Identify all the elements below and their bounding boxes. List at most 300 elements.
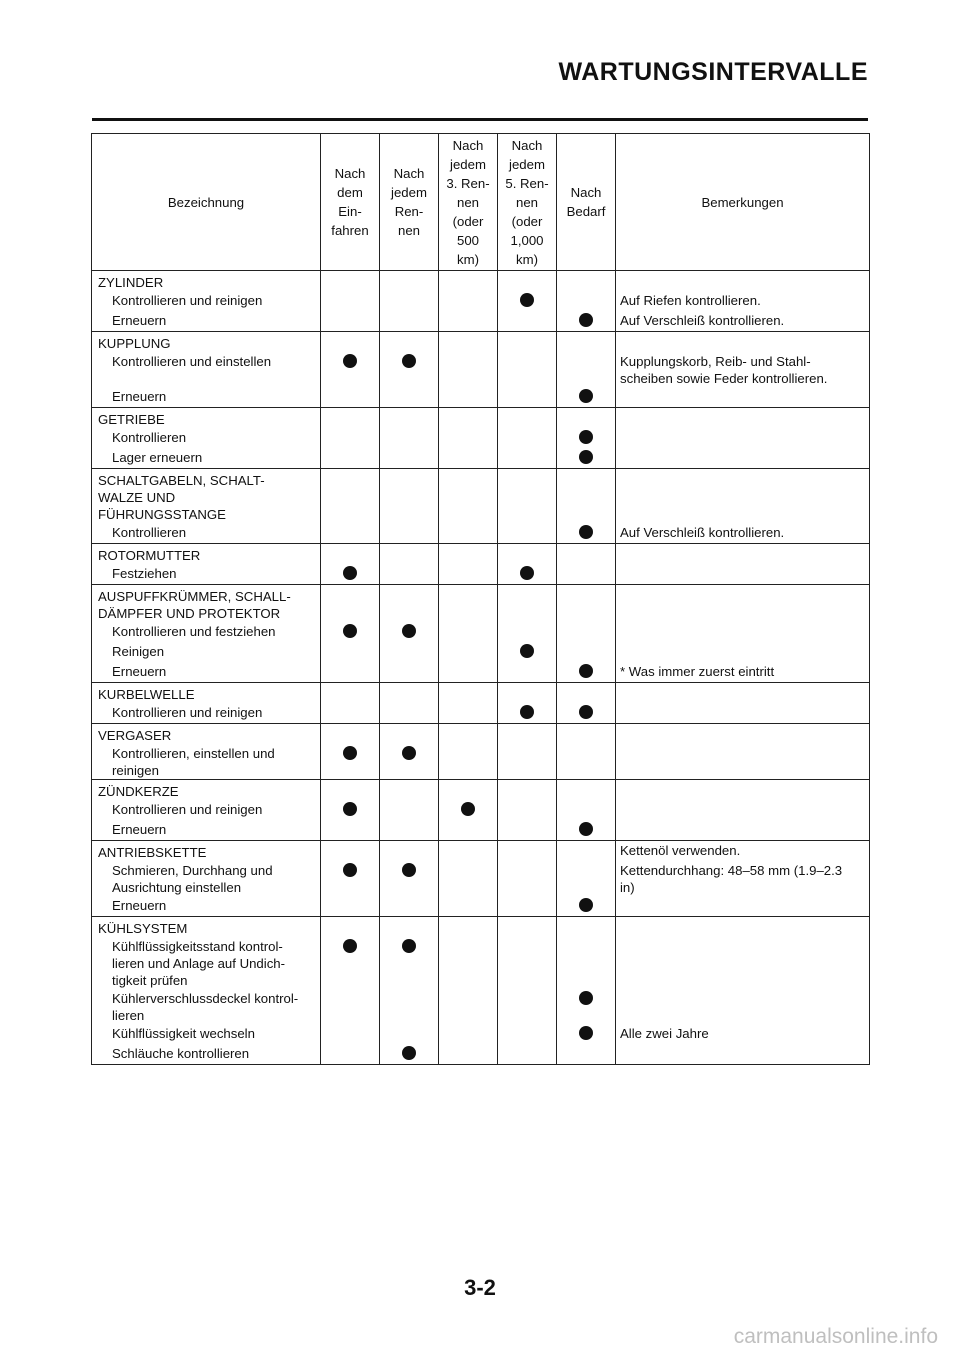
task-label-text: Kontrollieren (112, 430, 187, 445)
remark-cell (616, 585, 870, 623)
section-title-text: ANTRIEBSKETTE (98, 845, 207, 860)
mark-cell-filled (321, 800, 380, 820)
interval-dot-icon (579, 430, 593, 444)
section-title-text: KÜHLSYSTEM (98, 921, 188, 936)
remark-cell (616, 291, 870, 311)
section-title-row (92, 841, 870, 862)
remark-cell (616, 469, 870, 524)
mark-cell (321, 311, 380, 332)
mark-cell (557, 861, 616, 896)
remark-cell (616, 544, 870, 565)
mark-cell (498, 523, 557, 544)
remark-cell-text: Auf Verschleiß kontrollieren. (620, 313, 785, 328)
mark-cell (557, 544, 616, 565)
section-title (92, 780, 321, 801)
section-title-text: KURBELWELLE (98, 687, 195, 702)
mark-cell (439, 387, 498, 408)
interval-dot-icon (579, 822, 593, 836)
mark-cell (557, 744, 616, 780)
table-row (92, 311, 870, 332)
mark-cell (557, 564, 616, 585)
task-label-text: Lager erneuern (112, 450, 203, 465)
table-row (92, 861, 870, 896)
mark-cell (498, 428, 557, 448)
remark-cell (616, 622, 870, 642)
task-label (92, 428, 321, 448)
mark-cell-filled (498, 291, 557, 311)
watermark: carmanualsonline.info (733, 1325, 938, 1348)
interval-dot-icon (579, 991, 593, 1005)
mark-cell (380, 544, 439, 565)
mark-cell (439, 408, 498, 429)
mark-cell (321, 585, 380, 623)
interval-dot-icon (343, 566, 357, 580)
section-title (92, 841, 321, 862)
mark-cell (439, 662, 498, 683)
header-every-5-races: Nach jedem 5. Ren- nen (oder 1,000 km) (498, 134, 557, 271)
mark-cell (321, 703, 380, 724)
interval-dot-icon (402, 746, 416, 760)
mark-cell (439, 642, 498, 662)
section-title-row (92, 271, 870, 292)
table-row (92, 523, 870, 544)
interval-dot-icon (343, 624, 357, 638)
mark-cell (439, 585, 498, 623)
table-row (92, 1044, 870, 1065)
table-row (92, 800, 870, 820)
table-row (92, 291, 870, 311)
mark-cell (321, 523, 380, 544)
table-row (92, 662, 870, 683)
mark-cell (439, 861, 498, 896)
remark-cell (616, 448, 870, 469)
interval-dot-icon (520, 644, 534, 658)
mark-cell (498, 917, 557, 938)
section-title (92, 544, 321, 565)
mark-cell (321, 1024, 380, 1044)
remark-cell-text: Alle zwei Jahre (620, 1026, 709, 1041)
mark-cell (380, 989, 439, 1024)
task-label (92, 448, 321, 469)
mark-cell (498, 744, 557, 780)
mark-cell (498, 683, 557, 704)
mark-cell (380, 291, 439, 311)
maintenance-schedule-table (91, 133, 870, 1065)
remark-cell-text: * Was immer zuerst eintritt (620, 664, 775, 679)
interval-dot-icon (520, 566, 534, 580)
mark-cell (439, 724, 498, 745)
mark-cell (380, 448, 439, 469)
mark-cell (439, 1044, 498, 1065)
mark-cell (498, 448, 557, 469)
section-title (92, 585, 321, 623)
mark-cell (557, 780, 616, 801)
section-title (92, 332, 321, 353)
mark-cell-filled (498, 703, 557, 724)
section-title-row (92, 585, 870, 623)
mark-cell-filled (380, 937, 439, 989)
mark-cell (380, 564, 439, 585)
section-title (92, 917, 321, 938)
interval-dot-icon (579, 389, 593, 403)
section-title-row (92, 683, 870, 704)
task-label (92, 622, 321, 642)
mark-cell-filled (321, 564, 380, 585)
mark-cell (498, 352, 557, 387)
mark-cell (439, 744, 498, 780)
interval-dot-icon (402, 624, 416, 638)
mark-cell (439, 780, 498, 801)
remark-cell (616, 841, 870, 862)
task-label (92, 744, 321, 780)
mark-cell (380, 896, 439, 917)
mark-cell-filled (321, 861, 380, 896)
mark-cell (321, 332, 380, 353)
mark-cell (439, 271, 498, 292)
mark-cell (557, 917, 616, 938)
mark-cell-filled (380, 744, 439, 780)
mark-cell (321, 820, 380, 841)
interval-dot-icon (461, 802, 475, 816)
interval-dot-icon (343, 939, 357, 953)
mark-cell (557, 683, 616, 704)
mark-cell (557, 937, 616, 989)
mark-cell (439, 448, 498, 469)
remark-cell (616, 896, 870, 917)
mark-cell-filled (557, 820, 616, 841)
mark-cell (439, 332, 498, 353)
mark-cell (321, 469, 380, 524)
mark-cell (557, 352, 616, 387)
interval-dot-icon (343, 802, 357, 816)
table-row (92, 896, 870, 917)
mark-cell (439, 937, 498, 989)
interval-dot-icon (343, 863, 357, 877)
section-title-text: ZÜNDKERZE (98, 784, 179, 799)
section-title-row (92, 917, 870, 938)
table-row (92, 564, 870, 585)
mark-cell (380, 820, 439, 841)
section-title (92, 724, 321, 745)
mark-cell (557, 724, 616, 745)
task-label-text: Schläuche kontrollieren (112, 1046, 250, 1061)
mark-cell (557, 408, 616, 429)
remark-cell (616, 989, 870, 1024)
interval-dot-icon (579, 1026, 593, 1040)
mark-cell (439, 989, 498, 1024)
task-label-text: Kontrollieren und reinigen (112, 802, 263, 817)
mark-cell-filled (321, 352, 380, 387)
table-row (92, 937, 870, 989)
mark-cell-filled (557, 523, 616, 544)
task-label-text: Festziehen (112, 566, 177, 581)
mark-cell (498, 861, 557, 896)
mark-cell (439, 703, 498, 724)
mark-cell (321, 271, 380, 292)
mark-cell-filled (380, 1044, 439, 1065)
table-row (92, 387, 870, 408)
mark-cell-filled (498, 564, 557, 585)
remark-cell-text: Auf Riefen kontrollieren. (620, 293, 761, 308)
mark-cell (439, 841, 498, 862)
mark-cell (498, 271, 557, 292)
task-label (92, 523, 321, 544)
mark-cell-filled (380, 861, 439, 896)
mark-cell (439, 820, 498, 841)
mark-cell (321, 387, 380, 408)
section-title-row (92, 544, 870, 565)
interval-dot-icon (402, 939, 416, 953)
title-rule (92, 118, 868, 121)
mark-cell-filled (380, 622, 439, 642)
mark-cell (498, 841, 557, 862)
mark-cell (380, 387, 439, 408)
mark-cell (321, 841, 380, 862)
task-label (92, 1044, 321, 1065)
mark-cell (498, 800, 557, 820)
interval-dot-icon (579, 898, 593, 912)
mark-cell (498, 585, 557, 623)
remark-cell (616, 780, 870, 801)
mark-cell (321, 1044, 380, 1065)
mark-cell (498, 1044, 557, 1065)
mark-cell (557, 469, 616, 524)
page-number: 3-2 (464, 1275, 496, 1300)
task-label (92, 662, 321, 683)
interval-dot-icon (579, 450, 593, 464)
mark-cell-filled (321, 622, 380, 642)
task-label-text: Kontrollieren und reinigen (112, 705, 263, 720)
mark-cell (557, 332, 616, 353)
interval-dot-icon (579, 705, 593, 719)
mark-cell (380, 841, 439, 862)
section-title-row (92, 724, 870, 745)
section-title (92, 271, 321, 292)
mark-cell (557, 291, 616, 311)
remark-cell (616, 703, 870, 724)
task-label (92, 352, 321, 387)
mark-cell-filled (321, 744, 380, 780)
mark-cell (557, 841, 616, 862)
mark-cell (380, 800, 439, 820)
mark-cell (380, 642, 439, 662)
section-title-text: AUSPUFFKRÜMMER, SCHALL- DÄMPFER UND PROTEKTOR (98, 589, 291, 621)
task-label-text: Kühlerverschlussdeckel kontrol- lieren (112, 991, 299, 1023)
remark-cell-text: Kettenöl verwenden. (620, 843, 741, 858)
interval-dot-icon (520, 705, 534, 719)
section-title-row (92, 780, 870, 801)
mark-cell (439, 523, 498, 544)
mark-cell (439, 291, 498, 311)
section-title-text: KUPPLUNG (98, 336, 171, 351)
mark-cell (498, 469, 557, 524)
mark-cell (321, 291, 380, 311)
mark-cell (439, 622, 498, 642)
mark-cell (321, 683, 380, 704)
task-label (92, 564, 321, 585)
task-label-text: Erneuern (112, 664, 167, 679)
interval-dot-icon (520, 293, 534, 307)
mark-cell-filled (557, 448, 616, 469)
task-label (92, 989, 321, 1024)
mark-cell (321, 642, 380, 662)
mark-cell (439, 1024, 498, 1044)
section-title-row (92, 332, 870, 353)
mark-cell (380, 408, 439, 429)
mark-cell (498, 1024, 557, 1044)
task-label-text: Erneuern (112, 822, 167, 837)
mark-cell (380, 469, 439, 524)
remark-cell (616, 683, 870, 704)
mark-cell (321, 408, 380, 429)
section-title-text: VERGASER (98, 728, 172, 743)
mark-cell (380, 703, 439, 724)
mark-cell-filled (557, 896, 616, 917)
task-label (92, 800, 321, 820)
mark-cell (498, 896, 557, 917)
remark-cell (616, 917, 870, 938)
mark-cell (321, 724, 380, 745)
header-break-in: Nach dem Ein- fahren (321, 134, 380, 271)
mark-cell (498, 937, 557, 989)
remark-cell (616, 428, 870, 448)
mark-cell (498, 780, 557, 801)
mark-cell (439, 352, 498, 387)
mark-cell (321, 544, 380, 565)
mark-cell (439, 544, 498, 565)
mark-cell-filled (557, 703, 616, 724)
mark-cell (380, 1024, 439, 1044)
remark-cell (616, 332, 870, 353)
mark-cell (557, 271, 616, 292)
mark-cell (439, 311, 498, 332)
mark-cell (380, 662, 439, 683)
interval-dot-icon (402, 354, 416, 368)
section-title (92, 469, 321, 524)
remark-cell (616, 744, 870, 780)
mark-cell (380, 917, 439, 938)
remark-cell (616, 408, 870, 429)
mark-cell (439, 917, 498, 938)
remark-cell (616, 311, 870, 332)
task-label (92, 291, 321, 311)
table-row (92, 642, 870, 662)
mark-cell (498, 622, 557, 642)
task-label-text: Kühlflüssigkeitsstand kontrol- lieren und Anlage auf Undich- tigkeit prüfen (112, 939, 286, 988)
mark-cell (498, 544, 557, 565)
remark-cell (616, 724, 870, 745)
table-row (92, 744, 870, 780)
mark-cell (321, 448, 380, 469)
mark-cell (380, 311, 439, 332)
mark-cell (498, 820, 557, 841)
mark-cell-filled (557, 1024, 616, 1044)
interval-dot-icon (402, 863, 416, 877)
task-label (92, 703, 321, 724)
task-label-text: Erneuern (112, 313, 167, 328)
task-label-text: Reinigen (112, 644, 165, 659)
mark-cell (557, 800, 616, 820)
mark-cell (380, 428, 439, 448)
header-every-race: Nach jedem Ren- nen (380, 134, 439, 271)
section-title-text: ROTORMUTTER (98, 548, 201, 563)
interval-dot-icon (402, 1046, 416, 1060)
mark-cell (321, 428, 380, 448)
section-title-text: ZYLINDER (98, 275, 164, 290)
mark-cell (439, 564, 498, 585)
task-label (92, 896, 321, 917)
interval-dot-icon (579, 525, 593, 539)
task-label-text: Kontrollieren (112, 525, 187, 540)
page-title: WARTUNGSINTERVALLE (558, 58, 868, 86)
interval-dot-icon (343, 746, 357, 760)
mark-cell-filled (557, 428, 616, 448)
mark-cell (380, 271, 439, 292)
mark-cell (498, 387, 557, 408)
section-title-text: SCHALTGABELN, SCHALT- WALZE UND FÜHRUNGSSTANGE (98, 473, 265, 522)
mark-cell-filled (557, 662, 616, 683)
mark-cell (557, 585, 616, 623)
remark-cell (616, 271, 870, 292)
task-label-text: Schmieren, Durchhang und Ausrichtung einstellen (112, 863, 273, 895)
section-title (92, 408, 321, 429)
interval-dot-icon (343, 354, 357, 368)
mark-cell (439, 428, 498, 448)
section-title-row (92, 469, 870, 524)
mark-cell (439, 683, 498, 704)
remark-cell (616, 861, 870, 896)
mark-cell (380, 523, 439, 544)
mark-cell (380, 724, 439, 745)
remark-cell-text: Kupplungskorb, Reib- und Stahl- scheiben sowie Feder kontrollieren. (620, 354, 828, 386)
remark-cell (616, 352, 870, 387)
mark-cell (380, 332, 439, 353)
task-label-text: Erneuern (112, 898, 167, 913)
table-row (92, 448, 870, 469)
mark-cell (380, 585, 439, 623)
mark-cell-filled (380, 352, 439, 387)
mark-cell (321, 896, 380, 917)
task-label-text: Kontrollieren, einstellen und reinigen (112, 746, 275, 778)
table-row (92, 352, 870, 387)
task-label (92, 937, 321, 989)
task-label (92, 387, 321, 408)
mark-cell (498, 724, 557, 745)
remark-cell (616, 1024, 870, 1044)
mark-cell-filled (439, 800, 498, 820)
mark-cell (380, 780, 439, 801)
mark-cell (498, 332, 557, 353)
section-title-row (92, 408, 870, 429)
mark-cell (321, 662, 380, 683)
task-label (92, 642, 321, 662)
section-title (92, 683, 321, 704)
remark-cell (616, 642, 870, 662)
table-row (92, 703, 870, 724)
task-label (92, 861, 321, 896)
mark-cell (498, 989, 557, 1024)
interval-dot-icon (579, 664, 593, 678)
task-label-text: Kühlflüssigkeit wechseln (112, 1026, 255, 1041)
table-row (92, 622, 870, 642)
remark-cell (616, 564, 870, 585)
mark-cell-filled (498, 642, 557, 662)
task-label-text: Erneuern (112, 389, 167, 404)
remark-cell (616, 1044, 870, 1065)
remark-cell-text: Auf Verschleiß kontrollieren. (620, 525, 785, 540)
mark-cell-filled (557, 311, 616, 332)
interval-dot-icon (579, 313, 593, 327)
